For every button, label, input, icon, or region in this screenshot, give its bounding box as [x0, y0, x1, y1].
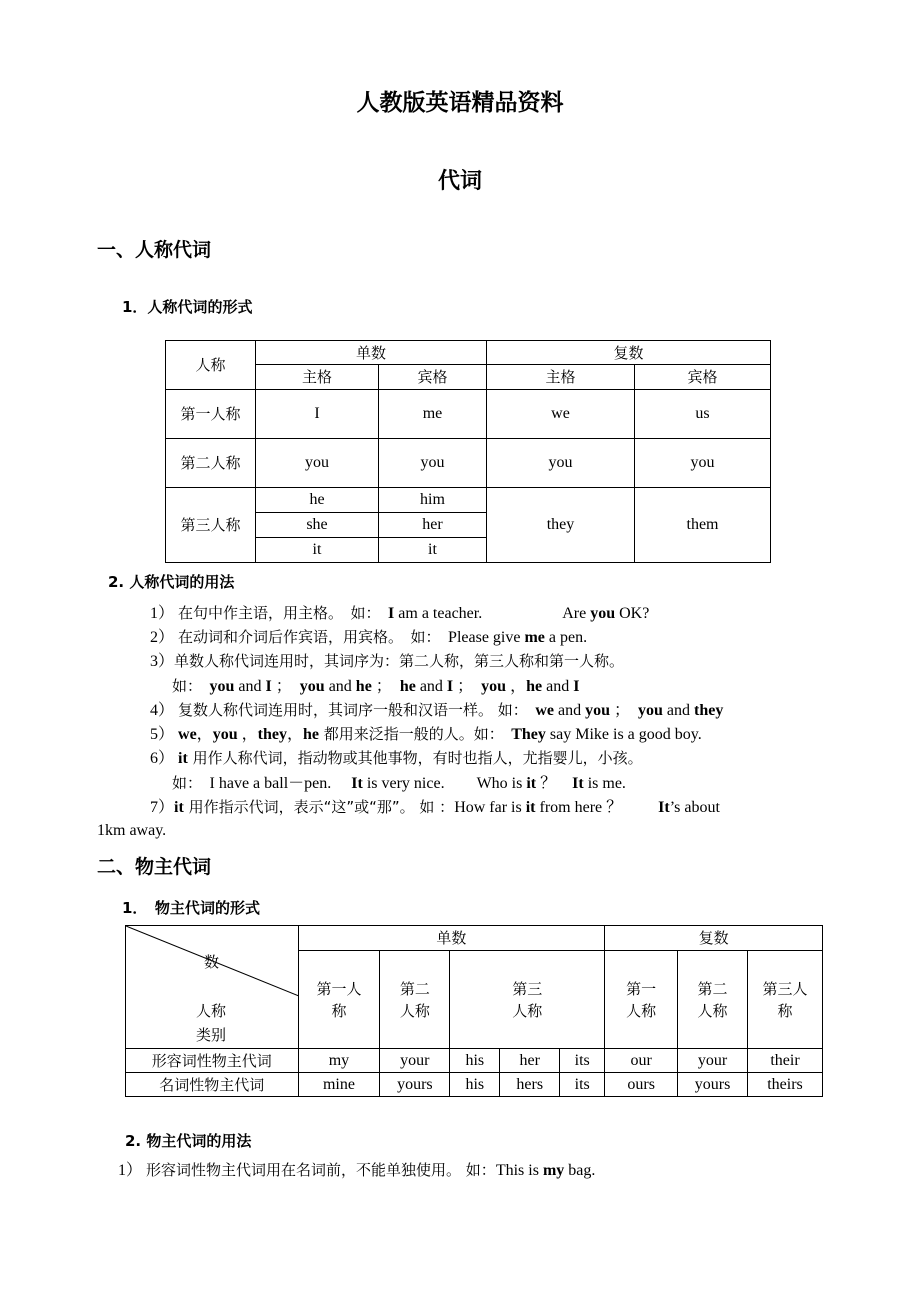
text-segment: ；	[453, 678, 482, 695]
header-object: 宾格	[635, 365, 771, 390]
text-segment: 5）	[150, 726, 179, 743]
text-segment: 如：	[493, 701, 536, 719]
text-segment: bag.	[564, 1162, 596, 1179]
row-label: 名词性物主代词	[126, 1073, 299, 1097]
bold-text: you	[212, 726, 238, 743]
bold-text: It	[572, 775, 584, 792]
text-segment: 2）	[150, 629, 179, 646]
usage-line	[172, 676, 579, 697]
header-singular: 单数	[256, 341, 487, 365]
header-subject: 主格	[487, 365, 635, 390]
text-segment: 如：	[461, 1161, 496, 1179]
text-segment: ；	[271, 678, 300, 695]
table-cell: you	[487, 439, 635, 488]
text-segment: and	[662, 702, 695, 719]
text-segment: and	[234, 678, 266, 695]
text-segment: 1）	[150, 605, 179, 622]
text-segment: am a teacher. Are	[394, 605, 591, 622]
text-segment: Please give	[448, 629, 525, 646]
corner-label: 人称	[196, 1002, 227, 1020]
usage-line	[118, 1160, 595, 1181]
bold-text: I	[388, 605, 395, 622]
text-segment: OK?	[615, 605, 650, 622]
bold-text: we	[535, 702, 554, 719]
header-person: 人称	[166, 341, 256, 390]
bold-text: you	[585, 702, 610, 719]
text-segment: and	[553, 702, 586, 719]
table-cell: your	[380, 1049, 450, 1073]
header-object: 宾格	[379, 365, 487, 390]
row-label: 第一人称	[166, 390, 256, 439]
text-segment: 单数人称代词连用时，其词序为：第二人称，第三人称和第一人称。	[174, 652, 625, 670]
text-segment: 如：	[172, 677, 210, 695]
usage-line	[150, 603, 649, 624]
text-segment: and	[324, 678, 356, 695]
table-cell: them	[635, 488, 771, 563]
doc-title: 人教版英语精品资料	[356, 90, 564, 116]
bold-text: it	[525, 799, 536, 816]
bold-text: you	[638, 702, 663, 719]
bold-text: we	[178, 726, 197, 743]
text-segment: from here ？	[535, 799, 659, 816]
text-segment: This is	[495, 1162, 543, 1179]
text-segment: ？	[536, 775, 573, 792]
bold-text: my	[542, 1162, 565, 1179]
table-cell: theirs	[748, 1073, 823, 1097]
bold-text: It	[351, 775, 363, 792]
table-cell: mine	[298, 1073, 380, 1097]
text-segment: 复数人称代词连用时，其词序一般和汉语一样。	[178, 701, 494, 719]
subsection-heading: 2. 人称代词的用法	[108, 573, 235, 591]
text-segment: is very nice. Who is	[362, 775, 527, 792]
possessive-pronoun-table	[125, 925, 823, 1097]
text-segment: 如：	[335, 604, 389, 622]
subsection-heading: 1．人称代词的形式	[122, 298, 253, 316]
table-cell: he	[256, 488, 379, 513]
bold-text: it	[174, 799, 184, 816]
text-segment: 如：	[172, 774, 210, 792]
table-cell: they	[487, 488, 635, 563]
table-cell: yours	[678, 1073, 748, 1097]
bold-text: it	[178, 750, 188, 767]
table-cell: it	[379, 538, 487, 563]
text-segment: ；	[609, 702, 638, 719]
header-person: 第二人称	[380, 951, 450, 1049]
table-cell: it	[256, 538, 379, 563]
table-cell: she	[256, 513, 379, 538]
header-person: 第三人称	[450, 951, 605, 1049]
corner-cell	[126, 926, 299, 1049]
text-segment: 都用来泛指一般的人。如：	[318, 725, 512, 743]
table-cell: your	[678, 1049, 748, 1073]
usage-line	[150, 724, 702, 745]
bold-text: It	[658, 799, 670, 816]
table-cell: we	[487, 390, 635, 439]
bold-text: he	[302, 726, 319, 743]
usage-line	[150, 700, 723, 721]
bold-text: you	[590, 605, 616, 622]
text-segment: ，	[237, 726, 258, 743]
section-heading: 一、人称代词	[97, 239, 212, 261]
corner-label: 数	[204, 953, 220, 971]
text-segment: is me.	[583, 775, 626, 792]
text-segment: say Mike is a good boy.	[545, 726, 702, 743]
text-segment: I have a ball－pen.	[209, 775, 352, 792]
text-segment: 7）	[150, 799, 175, 816]
text-segment: ，	[506, 678, 527, 695]
subsection-heading: 2. 物主代词的用法	[125, 1132, 252, 1150]
header-plural: 复数	[487, 341, 771, 365]
text-segment: ’s about	[669, 799, 720, 816]
text-segment: 如：	[395, 628, 449, 646]
corner-label: 类别	[196, 1026, 227, 1044]
table-cell: I	[256, 390, 379, 439]
text-segment: 3）	[150, 653, 175, 670]
text-segment: 用作人称代词，指动物或其他事物，有时也指人，尤指婴儿，小孩。	[187, 749, 643, 767]
section-heading: 二、物主代词	[97, 856, 212, 878]
table-cell: hers	[500, 1073, 560, 1097]
bold-text: it	[526, 775, 537, 792]
bold-text: they	[257, 726, 287, 743]
bold-text: you	[481, 678, 507, 695]
text-segment: and	[415, 678, 447, 695]
table-cell: her	[500, 1049, 560, 1073]
text-segment: a pen.	[544, 629, 588, 646]
usage-line	[150, 651, 624, 672]
text-segment: How far is	[454, 799, 526, 816]
table-cell: me	[379, 390, 487, 439]
personal-pronoun-table	[165, 340, 771, 563]
text-segment: 1）	[118, 1162, 147, 1179]
text-segment: 4）	[150, 702, 179, 719]
table-cell: us	[635, 390, 771, 439]
usage-line	[150, 797, 720, 818]
bold-text: They	[511, 726, 546, 743]
table-cell: its	[560, 1049, 605, 1073]
header-plural: 复数	[605, 926, 823, 951]
bold-text: you	[209, 678, 235, 695]
bold-text: I	[265, 678, 272, 695]
usage-line	[150, 748, 643, 769]
text-segment: 在动词和介词后作宾语，用宾格。	[178, 628, 396, 646]
bold-text: me	[524, 629, 545, 646]
bold-text: they	[694, 702, 724, 719]
text-segment: ，	[286, 726, 303, 743]
bold-text: you	[299, 678, 325, 695]
table-cell: ours	[605, 1073, 678, 1097]
table-cell: you	[256, 439, 379, 488]
text-segment: and	[542, 678, 574, 695]
usage-line	[150, 627, 587, 648]
header-person: 第一人称	[298, 951, 380, 1049]
table-cell: you	[379, 439, 487, 488]
usage-line	[97, 821, 166, 841]
header-person: 第三人称	[748, 951, 823, 1049]
text-segment: 用作指示代词，表示“这”或“那”。 如 ：	[183, 798, 455, 816]
text-segment: 1km away.	[97, 822, 167, 839]
table-cell: their	[748, 1049, 823, 1073]
table-cell: his	[450, 1049, 500, 1073]
header-person: 第一人称	[605, 951, 678, 1049]
subsection-heading: 1． 物主代词的形式	[122, 899, 260, 917]
text-segment: ，	[196, 726, 213, 743]
table-cell: yours	[380, 1073, 450, 1097]
usage-line	[172, 773, 626, 794]
table-cell: her	[379, 513, 487, 538]
table-cell: our	[605, 1049, 678, 1073]
text-segment: 6）	[150, 750, 179, 767]
table-cell: its	[560, 1073, 605, 1097]
text-segment: 形容词性物主代词用在名词前，不能单独使用。	[146, 1161, 462, 1179]
header-person: 第二人称	[678, 951, 748, 1049]
row-label: 形容词性物主代词	[126, 1049, 299, 1073]
bold-text: I	[446, 678, 454, 695]
table-cell: my	[298, 1049, 380, 1073]
text-segment: 在句中作主语，用主格。	[178, 604, 336, 622]
text-segment: ；	[371, 678, 400, 695]
bold-text: he	[526, 678, 543, 695]
bold-text: he	[355, 678, 372, 695]
bold-text: I	[573, 678, 580, 695]
row-label: 第三人称	[166, 488, 256, 563]
table-cell: him	[379, 488, 487, 513]
table-cell: you	[635, 439, 771, 488]
header-singular: 单数	[298, 926, 605, 951]
table-cell: his	[450, 1073, 500, 1097]
doc-subtitle: 代词	[437, 169, 482, 194]
bold-text: he	[399, 678, 416, 695]
row-label: 第二人称	[166, 439, 256, 488]
header-subject: 主格	[256, 365, 379, 390]
